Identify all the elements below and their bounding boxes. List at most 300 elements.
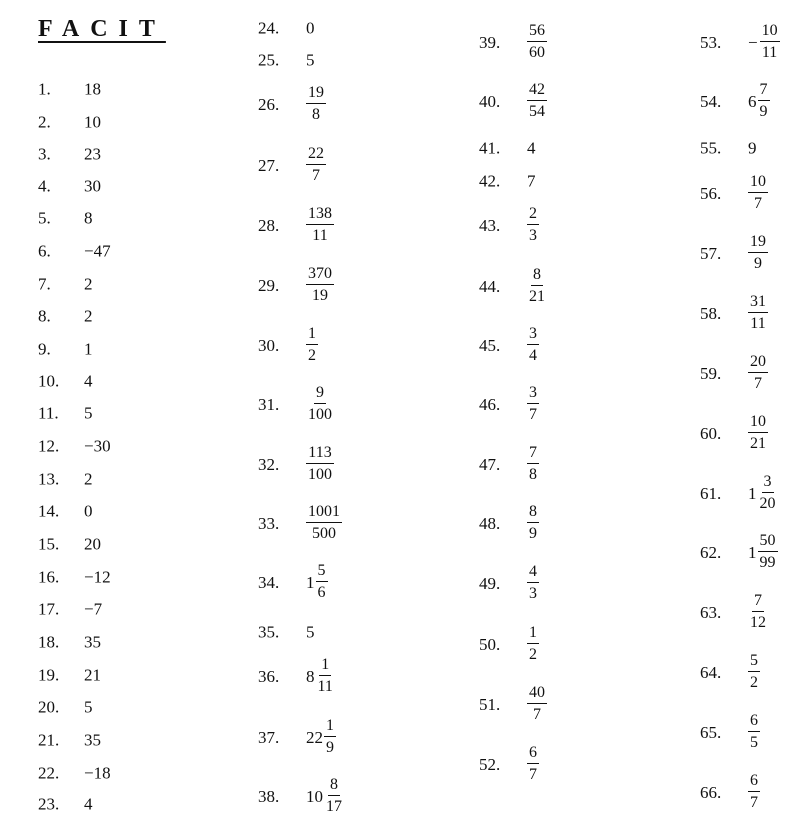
question-number: 63. [700, 602, 722, 622]
question-number: 32. [258, 454, 280, 474]
denominator: 3 [529, 227, 537, 244]
answer-value: 0 [306, 18, 315, 38]
denominator: 500 [312, 525, 336, 542]
question-number: 4. [38, 176, 51, 196]
fraction [748, 414, 768, 452]
answer-item [479, 625, 539, 663]
numerator: 20 [748, 354, 768, 373]
answer-item [479, 745, 539, 783]
whole-part: 1 [748, 542, 757, 562]
fraction [758, 533, 778, 571]
fraction [527, 206, 539, 244]
fraction [527, 267, 547, 305]
answer-value [748, 474, 778, 512]
fraction [306, 326, 318, 364]
fraction [306, 146, 326, 184]
answer-value: 21 [84, 665, 101, 685]
answer-item [700, 294, 768, 332]
answer-item [700, 414, 768, 452]
answer-value [527, 206, 539, 244]
numerator: 8 [328, 777, 340, 796]
numerator: 1 [319, 657, 331, 676]
fraction [324, 718, 336, 756]
question-number: 65. [700, 722, 722, 742]
answer-item [38, 438, 111, 455]
answer-value: 5 [306, 50, 315, 70]
answer-item [258, 777, 344, 815]
answer-value [306, 85, 326, 123]
question-number: 42. [479, 171, 501, 191]
answer-value [306, 146, 326, 184]
whole-part: 22 [306, 727, 323, 747]
answer-value: 2 [84, 469, 93, 489]
denominator: 8 [312, 106, 320, 123]
answer-value: −30 [84, 436, 111, 456]
fraction [748, 773, 760, 811]
fraction [306, 266, 334, 304]
answer-value: 8 [84, 208, 93, 228]
fraction [527, 445, 539, 483]
answer-value [306, 718, 336, 756]
answer-value [748, 174, 768, 212]
question-number: 43. [479, 215, 501, 235]
answer-item [479, 82, 547, 120]
answer-item [258, 657, 335, 695]
question-number: 39. [479, 32, 501, 52]
question-number: 57. [700, 243, 722, 263]
question-number: 10. [38, 371, 60, 391]
answer-item [38, 634, 101, 651]
answer-item [258, 563, 328, 601]
question-number: 61. [700, 483, 722, 503]
answer-value: 5 [84, 697, 93, 717]
numerator: 2 [527, 206, 539, 225]
answer-value: 4 [84, 794, 93, 814]
answer-value [527, 385, 539, 423]
denominator: 100 [308, 406, 332, 423]
answer-item [38, 114, 101, 131]
answer-value: 35 [84, 730, 101, 750]
question-number: 35. [258, 622, 280, 642]
answer-value: 35 [84, 632, 101, 652]
answer-value: −47 [84, 241, 111, 261]
denominator: 21 [750, 435, 766, 452]
question-number: 26. [258, 94, 280, 114]
fraction [306, 385, 334, 423]
answer-value [527, 504, 539, 542]
answer-value [306, 326, 318, 364]
answer-item [258, 20, 315, 37]
answer-item [700, 713, 760, 751]
denominator: 7 [754, 375, 762, 392]
denominator: 5 [750, 734, 758, 751]
numerator: 3 [527, 326, 539, 345]
answer-value: 10 [84, 112, 101, 132]
answer-value: −7 [84, 599, 103, 619]
numerator: 19 [306, 85, 326, 104]
whole-part: 6 [748, 91, 757, 111]
numerator: 56 [527, 23, 547, 42]
numerator: 42 [527, 82, 547, 101]
answer-item [700, 23, 780, 61]
denominator: 7 [754, 195, 762, 212]
answer-item [38, 732, 101, 749]
answer-item [38, 536, 101, 553]
answer-item [38, 178, 101, 195]
answer-item [479, 564, 539, 602]
numerator: 31 [748, 294, 768, 313]
answer-value [527, 267, 547, 305]
answer-value [748, 773, 760, 811]
question-number: 18. [38, 632, 60, 652]
question-number: 19. [38, 665, 60, 685]
question-number: 59. [700, 363, 722, 383]
answer-item [258, 52, 315, 69]
numerator: 4 [527, 564, 539, 583]
numerator: 10 [748, 174, 768, 193]
answer-value [748, 294, 768, 332]
fraction [758, 474, 778, 512]
numerator: 19 [748, 234, 768, 253]
question-number: 5. [38, 208, 51, 228]
answer-value: 5 [306, 622, 315, 642]
answer-value: 5 [84, 403, 93, 423]
question-number: 34. [258, 572, 280, 592]
answer-value [306, 206, 334, 244]
answer-item [479, 326, 539, 364]
answer-value: 4 [84, 371, 93, 391]
answer-item [38, 308, 93, 325]
numerator: 5 [748, 653, 760, 672]
denominator: 11 [750, 315, 766, 332]
answer-item [38, 210, 93, 227]
fraction [306, 85, 326, 123]
question-number: 7. [38, 274, 51, 294]
question-number: 58. [700, 303, 722, 323]
numerator: 1 [306, 326, 318, 345]
question-number: 2. [38, 112, 51, 132]
answer-item [258, 266, 334, 304]
answer-value: 0 [84, 501, 93, 521]
fraction [306, 206, 334, 244]
whole-part: 1 [748, 483, 757, 503]
numerator: 8 [531, 267, 543, 286]
question-number: 55. [700, 138, 722, 158]
fraction [527, 504, 539, 542]
fraction [760, 23, 780, 61]
numerator: 5 [316, 563, 328, 582]
question-number: 14. [38, 501, 60, 521]
answer-value: 1 [84, 339, 93, 359]
question-number: 54. [700, 91, 722, 111]
answer-value [527, 82, 547, 120]
answer-item [479, 173, 536, 190]
question-number: 28. [258, 215, 280, 235]
answer-item [38, 796, 93, 813]
answer-value [748, 533, 778, 571]
fraction [527, 23, 547, 61]
answer-value: 9 [748, 138, 757, 158]
denominator: 11 [312, 227, 328, 244]
answer-value [306, 563, 328, 601]
answer-value [748, 593, 768, 631]
numerator: 3 [527, 385, 539, 404]
answer-value [306, 504, 342, 542]
answer-item [38, 503, 93, 520]
denominator: 2 [750, 674, 758, 691]
denominator: 7 [750, 794, 758, 811]
numerator: 10 [748, 414, 768, 433]
question-number: 46. [479, 394, 501, 414]
question-number: 47. [479, 454, 501, 474]
question-number: 45. [479, 335, 501, 355]
answer-value: 2 [84, 274, 93, 294]
answer-value [527, 625, 539, 663]
question-number: 21. [38, 730, 60, 750]
denominator: 3 [529, 585, 537, 602]
answer-item [38, 601, 102, 618]
question-number: 51. [479, 694, 501, 714]
answer-value [306, 777, 344, 815]
whole-part: 8 [306, 666, 315, 686]
question-number: 40. [479, 91, 501, 111]
numerator: 7 [752, 593, 764, 612]
answer-item [700, 354, 768, 392]
answer-item [38, 765, 111, 782]
answer-value: 20 [84, 534, 101, 554]
denominator: 9 [326, 739, 334, 756]
denominator: 11 [317, 678, 333, 695]
answer-item [38, 146, 101, 163]
answer-item [700, 773, 760, 811]
answer-value: −18 [84, 763, 111, 783]
question-number: 17. [38, 599, 60, 619]
fraction [316, 657, 335, 695]
answer-item [38, 81, 101, 98]
denominator: 20 [759, 495, 776, 512]
numerator: 113 [306, 445, 333, 464]
question-number: 52. [479, 754, 501, 774]
denominator: 6 [317, 584, 326, 601]
answer-value [748, 23, 780, 61]
numerator: 7 [527, 445, 539, 464]
answer-value [527, 326, 539, 364]
fraction [748, 354, 768, 392]
numerator: 138 [306, 206, 334, 225]
question-number: 25. [258, 50, 280, 70]
numerator: 9 [314, 385, 326, 404]
question-number: 8. [38, 306, 51, 326]
fraction [527, 564, 539, 602]
denominator: 19 [312, 287, 328, 304]
denominator: 7 [533, 706, 541, 723]
question-number: 6. [38, 241, 51, 261]
answer-value [527, 685, 547, 723]
question-number: 37. [258, 727, 280, 747]
denominator: 21 [529, 288, 545, 305]
answer-item [38, 471, 93, 488]
question-number: 66. [700, 782, 722, 802]
minus-sign: − [748, 32, 758, 52]
question-number: 23. [38, 794, 60, 814]
answer-item [38, 243, 111, 260]
question-number: 24. [258, 18, 280, 38]
question-number: 38. [258, 786, 280, 806]
question-number: 60. [700, 423, 722, 443]
answer-item [700, 653, 760, 691]
answer-value [748, 653, 760, 691]
answer-item [700, 474, 778, 512]
numerator: 6 [527, 745, 539, 764]
numerator: 3 [762, 474, 774, 493]
denominator: 9 [759, 103, 768, 120]
numerator: 22 [306, 146, 326, 165]
question-number: 64. [700, 662, 722, 682]
question-number: 20. [38, 697, 60, 717]
fraction [758, 82, 770, 120]
question-number: 62. [700, 542, 722, 562]
fraction [527, 625, 539, 663]
numerator: 40 [527, 685, 547, 704]
question-number: 11. [38, 403, 59, 423]
denominator: 4 [529, 347, 537, 364]
answer-value: 7 [527, 171, 536, 191]
denominator: 54 [529, 103, 545, 120]
answer-item [258, 146, 326, 184]
answer-item [258, 445, 334, 483]
answer-value [527, 745, 539, 783]
answer-item [700, 82, 770, 120]
numerator: 1 [324, 718, 336, 737]
question-number: 53. [700, 32, 722, 52]
denominator: 99 [759, 554, 776, 571]
answer-item [700, 234, 768, 272]
answer-item [700, 174, 768, 212]
answer-value [748, 713, 760, 751]
answer-item [700, 533, 778, 571]
question-number: 1. [38, 79, 51, 99]
answer-item [38, 341, 93, 358]
answer-item [479, 267, 547, 305]
fraction [748, 593, 768, 631]
answer-value: 23 [84, 144, 101, 164]
question-number: 29. [258, 275, 280, 295]
question-number: 31. [258, 394, 280, 414]
fraction [527, 745, 539, 783]
denominator: 2 [308, 347, 316, 364]
fraction [748, 713, 760, 751]
answer-item [258, 326, 318, 364]
fraction [527, 685, 547, 723]
whole-part: 10 [306, 786, 323, 806]
answer-item [700, 140, 757, 157]
answer-item [479, 206, 539, 244]
fraction [527, 82, 547, 120]
answer-item [258, 504, 342, 542]
denominator: 7 [312, 167, 320, 184]
fraction [748, 294, 768, 332]
denominator: 7 [529, 406, 537, 423]
answer-item [38, 569, 111, 586]
question-number: 48. [479, 513, 501, 533]
question-number: 27. [258, 155, 280, 175]
numerator: 370 [306, 266, 334, 285]
numerator: 7 [758, 82, 770, 101]
answer-item [38, 276, 93, 293]
answer-value [527, 445, 539, 483]
answer-item [258, 85, 326, 123]
numerator: 6 [748, 713, 760, 732]
denominator: 11 [761, 44, 778, 61]
answer-value [306, 266, 334, 304]
answer-item [479, 140, 536, 157]
numerator: 1 [527, 625, 539, 644]
answer-item [38, 667, 101, 684]
fraction [316, 563, 328, 601]
denominator: 9 [754, 255, 762, 272]
question-number: 56. [700, 183, 722, 203]
question-number: 41. [479, 138, 501, 158]
denominator: 12 [750, 614, 766, 631]
fraction [527, 385, 539, 423]
answer-value [306, 445, 334, 483]
denominator: 100 [308, 466, 332, 483]
denominator: 17 [326, 798, 342, 815]
question-number: 36. [258, 666, 280, 686]
fraction [748, 234, 768, 272]
answer-value [306, 385, 334, 423]
answer-item [479, 23, 547, 61]
question-number: 9. [38, 339, 51, 359]
answer-value [748, 354, 768, 392]
answer-item [38, 373, 93, 390]
denominator: 60 [529, 44, 545, 61]
answer-value: 30 [84, 176, 101, 196]
question-number: 12. [38, 436, 60, 456]
answer-value [748, 414, 768, 452]
question-number: 50. [479, 634, 501, 654]
answer-value: 4 [527, 138, 536, 158]
question-number: 15. [38, 534, 60, 554]
answer-item [479, 385, 539, 423]
answer-item [258, 206, 334, 244]
answer-item [38, 405, 93, 422]
answer-item [479, 504, 539, 542]
page-title: FACIT [38, 16, 166, 42]
answer-item [258, 385, 334, 423]
question-number: 44. [479, 276, 501, 296]
answer-item [38, 699, 93, 716]
fraction [306, 445, 334, 483]
denominator: 9 [529, 525, 537, 542]
fraction [748, 174, 768, 212]
answer-value: 18 [84, 79, 101, 99]
answer-value [306, 657, 335, 695]
numerator: 10 [760, 23, 780, 42]
question-number: 22. [38, 763, 60, 783]
answer-item [479, 685, 547, 723]
answer-value: −12 [84, 567, 111, 587]
whole-part: 1 [306, 572, 315, 592]
question-number: 33. [258, 513, 280, 533]
numerator: 8 [527, 504, 539, 523]
question-number: 3. [38, 144, 51, 164]
numerator: 1001 [306, 504, 342, 523]
question-number: 13. [38, 469, 60, 489]
answer-value [527, 23, 547, 61]
fraction [324, 777, 344, 815]
denominator: 7 [529, 766, 537, 783]
